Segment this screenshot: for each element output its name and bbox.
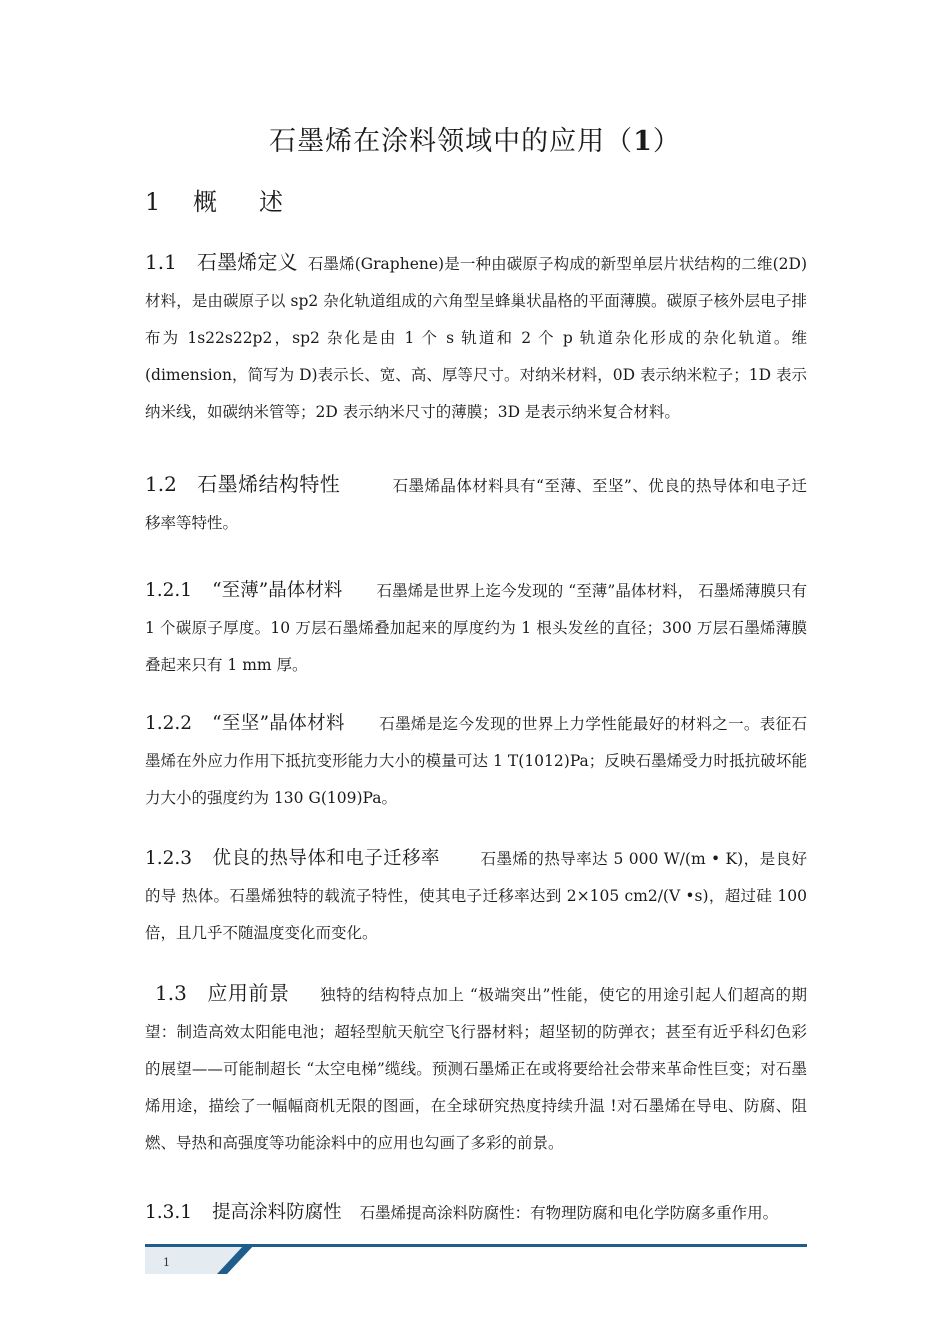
section-1-1	[145, 244, 807, 431]
section-heading: 1.2 石墨烯结构特性	[145, 472, 341, 496]
section-heading: 1.1 石墨烯定义	[145, 250, 298, 274]
footer-band	[145, 1244, 807, 1274]
document-title: 石墨烯在涂料领域中的应用（1）	[269, 126, 681, 157]
section-heading: 1.2.2 “至坚”晶体材料	[145, 713, 345, 734]
section-body: 石墨烯的热导率达 5 000 W/(m • K)，是良好的导 热体。石墨烯独特的载流子特性，使其电子迁移率达到 2×105 cm2/(V •s)，超过硅 100 倍，且几乎不随温度变化而变化。	[145, 850, 808, 942]
section-1-2	[145, 466, 807, 542]
section-heading: 1.3.1 提高涂料防腐性	[145, 1202, 342, 1223]
section-1-2-2	[145, 705, 807, 817]
section-1-3-1	[145, 1194, 807, 1232]
section-body: 石墨烯(Graphene)是一种由碳原子构成的新型单层片状结构的二维(2D)材料，是由碳原子以 sp2 杂化轨道组成的六角型呈蜂巢状晶格的平面薄膜。碳原子核外层电子排布为 1s22s22p2，sp2 杂化是由 1 个 s 轨道和 2 个 p 轨道杂化形成的杂化轨道。维(dimension，简写为 D)表示长、宽、高、厚等尺寸。对纳米材料，0D 表示纳米粒子；1D 表示纳米线，如碳纳米管等；2D 表示纳米尺寸的薄膜；3D 是表示纳米复合材料。	[145, 255, 808, 421]
section-1-3	[145, 975, 807, 1162]
page-number: 1	[163, 1256, 170, 1269]
heading-1: 1 概 述	[145, 188, 283, 216]
section-body: 石墨烯提高涂料防腐性：有物理防腐和电化学防腐多重作用。	[359, 1204, 779, 1222]
footer-rule	[145, 1244, 807, 1247]
section-body: 石墨烯晶体材料具有“至薄、至坚”、优良的热导体和电子迁移率等特性。	[145, 477, 807, 532]
section-heading: 1.2.1 “至薄”晶体材料	[145, 580, 343, 601]
section-heading: 1.3 应用前景	[155, 981, 290, 1005]
section-1-2-3	[145, 840, 807, 952]
section-1-2-1	[145, 572, 807, 684]
section-body: 独特的结构特点加上 “极端突出”性能，使它的用途引起人们超高的期望：制造高效太阳能电池；超轻型航天航空飞行器材料；超坚韧的防弹衣；甚至有近乎科幻色彩的展望——可能制超长 “太空电梯”缆线。预测石墨烯正在或将要给社会带来革命性巨变；对石墨烯用途，描绘了一幅幅商机无限的图画，在全球研究热度持续升温 !对石墨烯在导电、防腐、阻燃、导热和高强度等功能涂料中的应用也勾画了多彩的前景。	[145, 986, 808, 1152]
section-body: 石墨烯是世界上迄今发现的 “至薄”晶体材料， 石墨烯薄膜只有 1 个碳原子厚度。10 万层石墨烯叠加起来的厚度约为 1 根头发丝的直径；300 万层石墨烯薄膜叠起来只有 1 mm 厚。	[145, 582, 807, 674]
section-heading: 1.2.3 优良的热导体和电子迁移率	[145, 848, 441, 869]
section-body: 石墨烯是迄今发现的世界上力学性能最好的材料之一。表征石墨烯在外应力作用下抵抗变形能力大小的模量可达 1 T(1012)Pa；反映石墨烯受力时抵抗破坏能力大小的强度约为 130 G(109)Pa。	[145, 715, 807, 807]
